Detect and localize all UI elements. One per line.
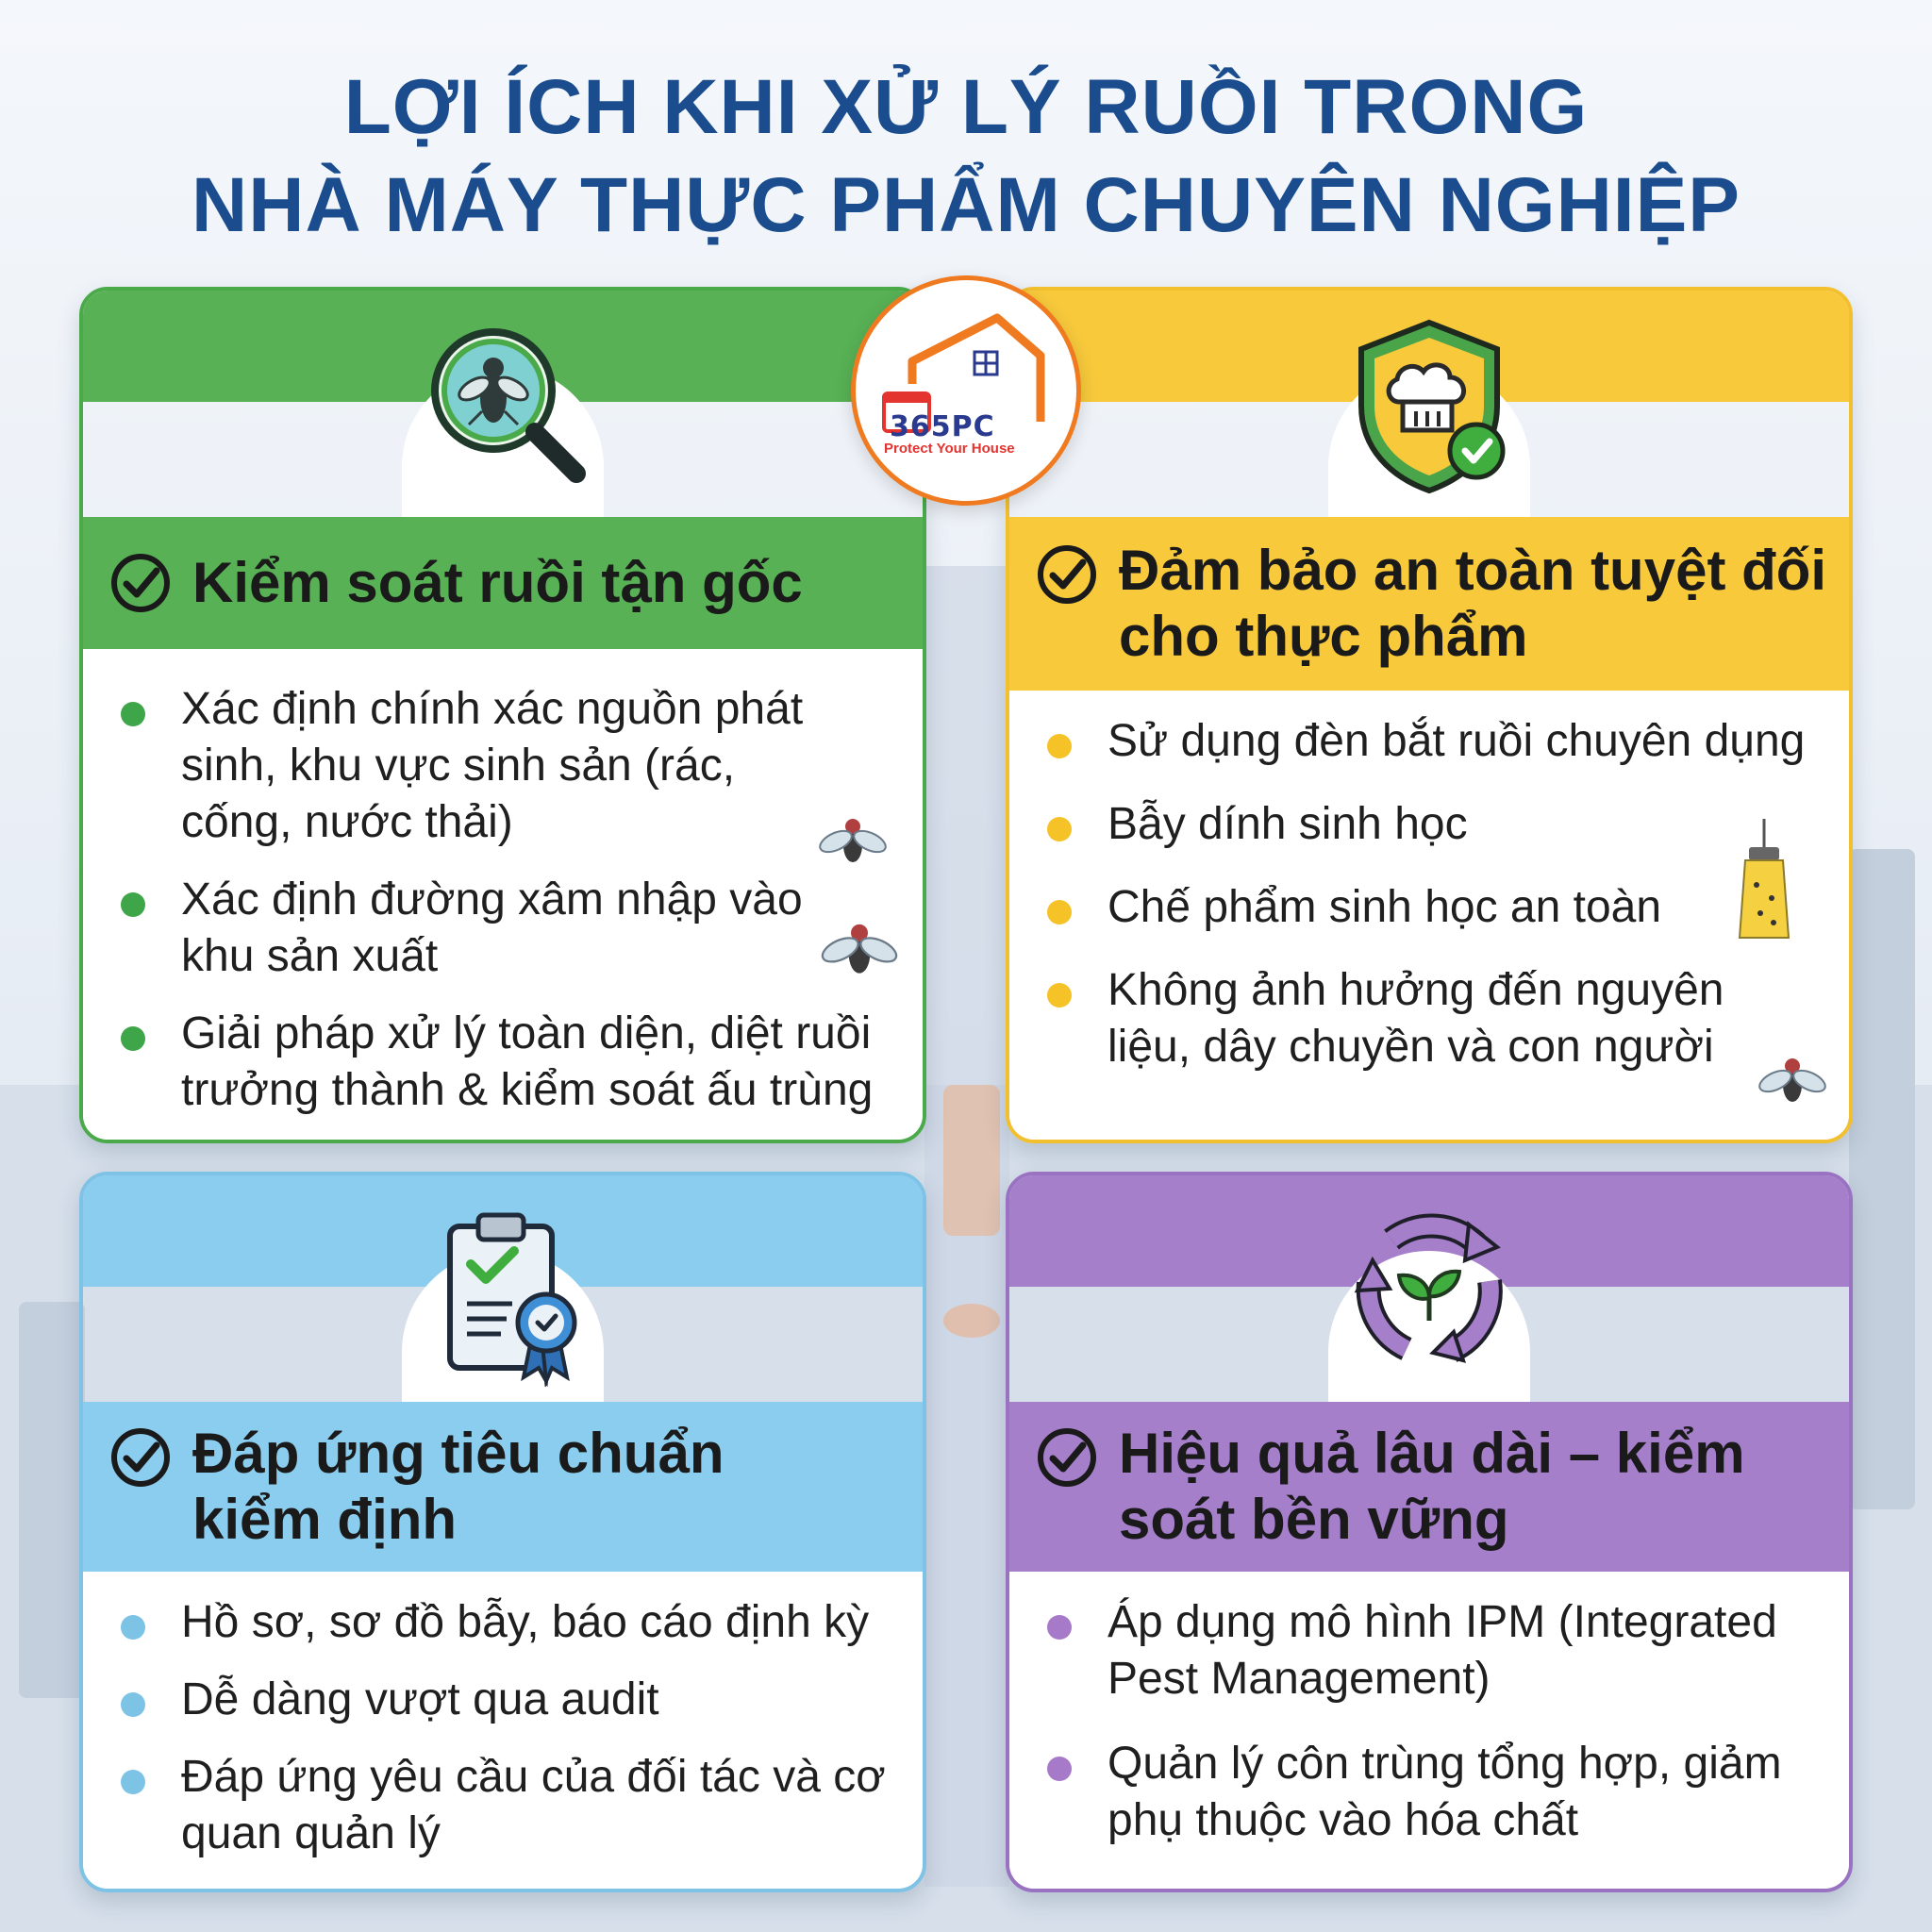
- card-title: [192, 1421, 724, 1553]
- bullet-dot: [1047, 983, 1072, 1008]
- card-title-line-1: Đáp ứng tiêu chuẩn: [192, 1422, 724, 1485]
- fly-icon: [1755, 1049, 1830, 1115]
- card-header: [1009, 1402, 1849, 1572]
- check-circle-icon: [1036, 1426, 1098, 1489]
- chef-hat-shield-icon: [1335, 311, 1524, 500]
- list-item: Xác định đường xâm nhập vào khu sản xuất: [83, 872, 923, 985]
- bullet-dot: [121, 1692, 145, 1717]
- bullet-dot: [1047, 817, 1072, 841]
- bullet-dot: [1047, 900, 1072, 924]
- bullet-dot: [121, 892, 145, 917]
- card-body: [83, 649, 923, 1140]
- logo-wordmark: 365PC: [890, 410, 995, 443]
- card-title-line-1: Kiểm soát ruồi tận gốc: [192, 551, 803, 614]
- card-title-line-1: Đảm bảo an toàn tuyệt đối: [1119, 539, 1827, 602]
- title-line-1: LỢI ÍCH KHI XỬ LÝ RUỒI TRONG: [343, 64, 1589, 150]
- list-item: Quản lý côn trùng tổng hợp, giảm phụ thuộc vào hóa chất: [1009, 1736, 1849, 1849]
- card-title-line-1: Hiệu quả lâu dài – kiểm: [1119, 1422, 1745, 1485]
- bullet-dot: [121, 1615, 145, 1640]
- card-food-safety: [1006, 287, 1853, 1143]
- recycle-leaf-icon: [1335, 1198, 1524, 1387]
- check-circle-icon: [109, 552, 172, 614]
- title-line-2: NHÀ MÁY THỰC PHẨM CHUYÊN NGHIỆP: [192, 162, 1740, 248]
- card-body: [83, 1572, 923, 1889]
- house-icon: [856, 280, 1076, 501]
- card-title-line-2: kiểm định: [192, 1488, 458, 1551]
- benefit-list: [83, 1594, 923, 1883]
- fly-icon: [817, 913, 902, 989]
- brand-logo: [851, 275, 1081, 506]
- fly-icon: [815, 809, 891, 875]
- logo-tagline: Protect Your House: [884, 441, 1015, 457]
- list-item: Đáp ứng yêu cầu của đối tác và cơ quan quản lý: [83, 1749, 923, 1862]
- list-item: Không ảnh hưởng đến nguyên liệu, dây chuyền và con người: [1009, 962, 1849, 1075]
- card-title-line-2: cho thực phẩm: [1119, 605, 1528, 668]
- card-header: [83, 517, 923, 649]
- card-body: [1009, 1572, 1849, 1889]
- list-item: Xác định chính xác nguồn phát sinh, khu vực sinh sản (rác, cống, nước thải): [83, 681, 923, 851]
- card-body: [1009, 691, 1849, 1140]
- list-item: Giải pháp xử lý toàn diện, diệt ruồi trưởng thành & kiểm soát ấu trùng: [83, 1006, 923, 1119]
- bullet-dot: [1047, 1757, 1072, 1781]
- list-item: Sử dụng đèn bắt ruồi chuyên dụng: [1009, 713, 1849, 770]
- fly-magnifier-icon: [408, 309, 597, 498]
- benefit-list: [83, 681, 923, 1140]
- benefit-list: [1009, 1594, 1849, 1870]
- page-title: [0, 58, 1932, 255]
- card-header: [83, 1402, 923, 1572]
- bullet-dot: [1047, 734, 1072, 758]
- card-audit-standards: [79, 1172, 926, 1892]
- check-circle-icon: [109, 1426, 172, 1489]
- bullet-dot: [121, 1026, 145, 1051]
- bullet-dot: [121, 702, 145, 726]
- card-title: [1119, 1421, 1745, 1553]
- list-item: Áp dụng mô hình IPM (Integrated Pest Management): [1009, 1594, 1849, 1707]
- card-title-line-2: soát bền vững: [1119, 1488, 1509, 1551]
- benefit-list: [1009, 713, 1849, 1096]
- clipboard-certificate-icon: [408, 1198, 597, 1387]
- fly-trap-lamp-icon: [1726, 819, 1802, 951]
- bullet-dot: [121, 1770, 145, 1794]
- card-header: [1009, 517, 1849, 691]
- card-title: [1119, 538, 1826, 670]
- card-title: [192, 550, 803, 616]
- check-circle-icon: [1036, 543, 1098, 606]
- list-item: Dễ dàng vượt qua audit: [83, 1672, 923, 1728]
- list-item: Hồ sơ, sơ đồ bẫy, báo cáo định kỳ: [83, 1594, 923, 1651]
- bullet-dot: [1047, 1615, 1072, 1640]
- card-long-term: [1006, 1172, 1853, 1892]
- list-item: Bẫy dính sinh học: [1009, 796, 1849, 853]
- list-item: Chế phẩm sinh học an toàn: [1009, 879, 1849, 936]
- card-fly-control: [79, 287, 926, 1143]
